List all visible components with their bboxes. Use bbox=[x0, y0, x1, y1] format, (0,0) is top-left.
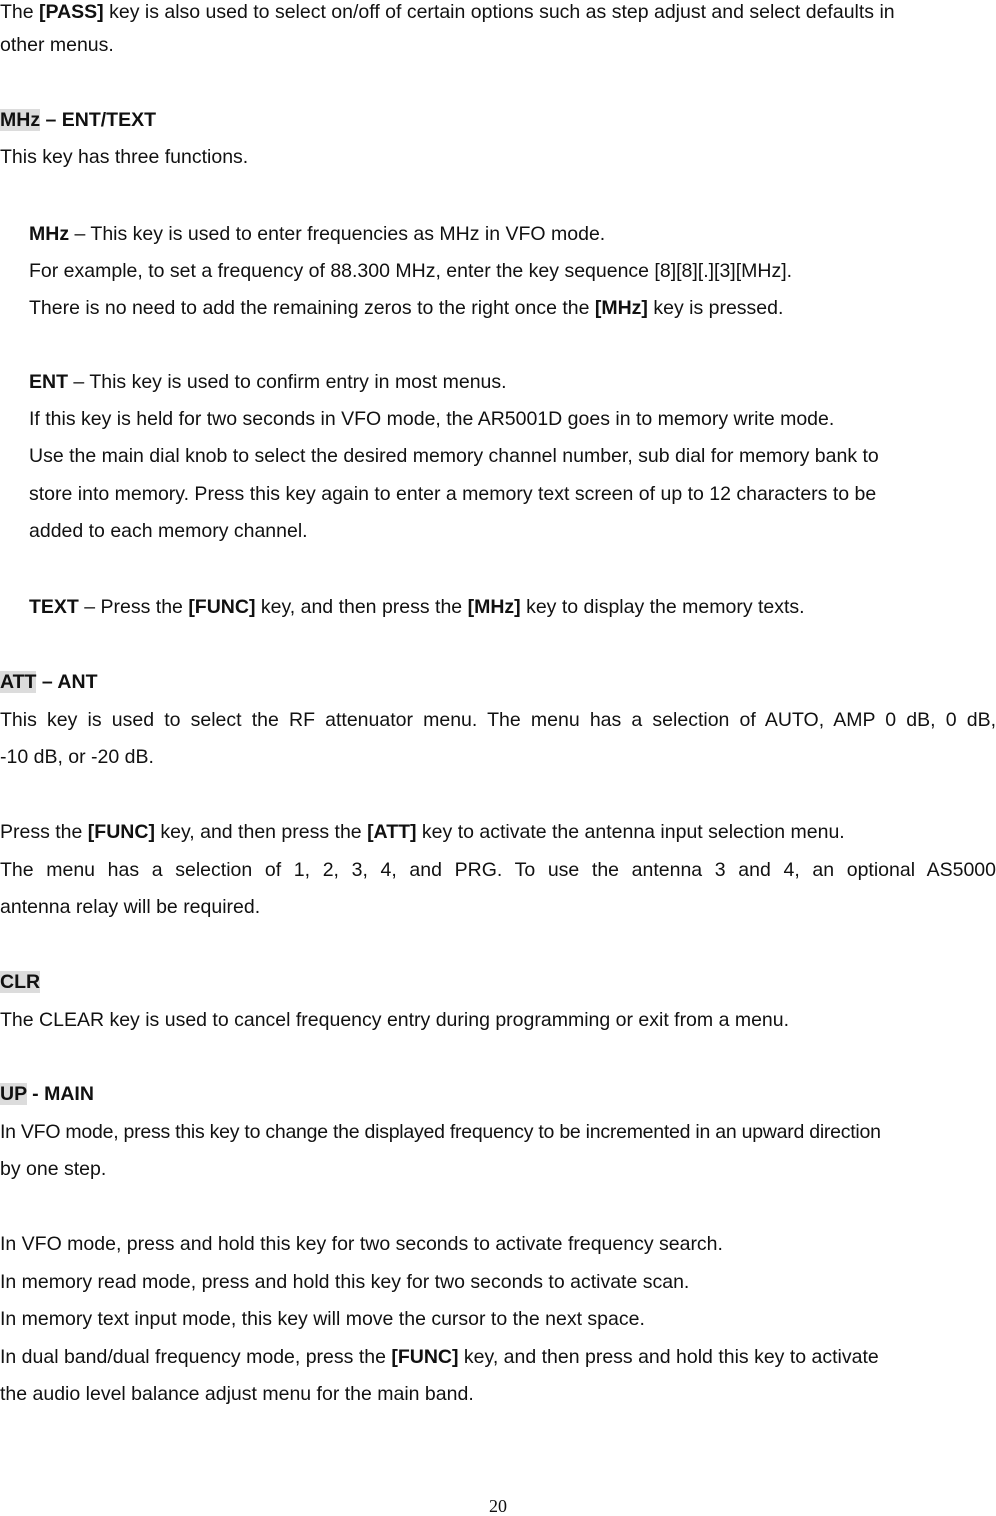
text: – This key is used to confirm entry in most menus. bbox=[68, 371, 507, 393]
heading-rest: – ENT/TEXT bbox=[40, 109, 157, 131]
att-key-highlight: ATT bbox=[0, 671, 37, 693]
intro-line-1 bbox=[0, 0, 895, 24]
text: key is pressed. bbox=[647, 297, 784, 319]
up-line-1: In VFO mode, press this key to change the displayed frequency to be incremented in an upward direction bbox=[0, 1121, 881, 1143]
up-line-7: the audio level balance adjust menu for the main band. bbox=[0, 1383, 474, 1405]
text-function-line bbox=[29, 595, 805, 619]
mhz-key-label: [MHz] bbox=[594, 297, 648, 319]
att-section-heading bbox=[0, 670, 98, 694]
up-line-6 bbox=[0, 1345, 879, 1369]
up-line-3: In VFO mode, press and hold this key for two seconds to activate frequency search. bbox=[0, 1233, 723, 1255]
heading-rest: - MAIN bbox=[26, 1083, 94, 1105]
text: key, and then press the bbox=[154, 821, 368, 843]
up-line-2: by one step. bbox=[0, 1158, 107, 1180]
intro-line-2: other menus. bbox=[0, 34, 114, 56]
text: – Press the bbox=[78, 596, 189, 618]
att-line-2: -10 dB, or -20 dB. bbox=[0, 746, 154, 768]
ent-function-line-5: added to each memory channel. bbox=[29, 520, 308, 542]
clr-section-heading bbox=[0, 970, 40, 994]
text-term: TEXT bbox=[29, 596, 79, 618]
up-key-highlight: UP bbox=[0, 1083, 27, 1105]
func-key-label: [FUNC] bbox=[87, 821, 155, 843]
text: key to display the memory texts. bbox=[520, 596, 805, 618]
text: key, and then press the bbox=[255, 596, 468, 618]
mhz-key-highlight: MHz bbox=[0, 109, 41, 131]
mhz-section-description: This key has three functions. bbox=[0, 146, 249, 168]
ent-function-line-4: store into memory. Press this key again to enter a memory text screen of up to 12 characters to be bbox=[29, 483, 877, 505]
page-number: 20 bbox=[489, 1496, 507, 1516]
mhz-section-heading bbox=[0, 108, 156, 132]
heading-rest: – ANT bbox=[36, 671, 98, 693]
ent-term: ENT bbox=[29, 371, 68, 393]
mhz-key-label: [MHz] bbox=[467, 596, 521, 618]
text: In dual band/dual frequency mode, press the bbox=[0, 1346, 392, 1368]
text: The bbox=[0, 1, 40, 23]
text: key is also used to select on/off of certain options such as step adjust and select defaults in bbox=[103, 1, 895, 23]
up-section-heading bbox=[0, 1082, 94, 1106]
att-line-1: This key is used to select the RF attenuator menu. The menu has a selection of AUTO, AMP 0 dB, 0 dB, bbox=[0, 709, 996, 731]
text: Press the bbox=[0, 821, 88, 843]
att-func-line bbox=[0, 820, 845, 844]
up-line-5: In memory text input mode, this key will move the cursor to the next space. bbox=[0, 1308, 645, 1330]
text: key, and then press and hold this key to activate bbox=[458, 1346, 879, 1368]
pass-key-label: [PASS] bbox=[39, 1, 104, 23]
func-key-label: [FUNC] bbox=[188, 596, 256, 618]
mhz-function-line-3 bbox=[29, 296, 783, 320]
ent-function-line-3: Use the main dial knob to select the desired memory channel number, sub dial for memory bank to bbox=[29, 445, 879, 467]
ent-function-line-2: If this key is held for two seconds in VFO mode, the AR5001D goes in to memory write mode. bbox=[29, 408, 835, 430]
text: There is no need to add the remaining zeros to the right once the bbox=[29, 297, 595, 319]
func-key-label: [FUNC] bbox=[391, 1346, 459, 1368]
mhz-function-line-2: For example, to set a frequency of 88.300 MHz, enter the key sequence [8][8][.][3][MHz]. bbox=[29, 260, 793, 282]
mhz-term: MHz bbox=[29, 223, 70, 245]
att-key-label: [ATT] bbox=[367, 821, 417, 843]
mhz-function-line-1 bbox=[29, 222, 605, 246]
text: – This key is used to enter frequencies as MHz in VFO mode. bbox=[69, 223, 606, 245]
text: key to activate the antenna input selection menu. bbox=[416, 821, 845, 843]
up-line-4: In memory read mode, press and hold this key for two seconds to activate scan. bbox=[0, 1271, 690, 1293]
clr-line-1: The CLEAR key is used to cancel frequency entry during programming or exit from a menu. bbox=[0, 1009, 790, 1031]
att-line-4: antenna relay will be required. bbox=[0, 896, 261, 918]
ent-function-line-1 bbox=[29, 370, 507, 394]
clr-key-highlight: CLR bbox=[0, 971, 41, 993]
att-line-3: The menu has a selection of 1, 2, 3, 4, and PRG. To use the antenna 3 and 4, an optional AS5000 bbox=[0, 859, 996, 881]
